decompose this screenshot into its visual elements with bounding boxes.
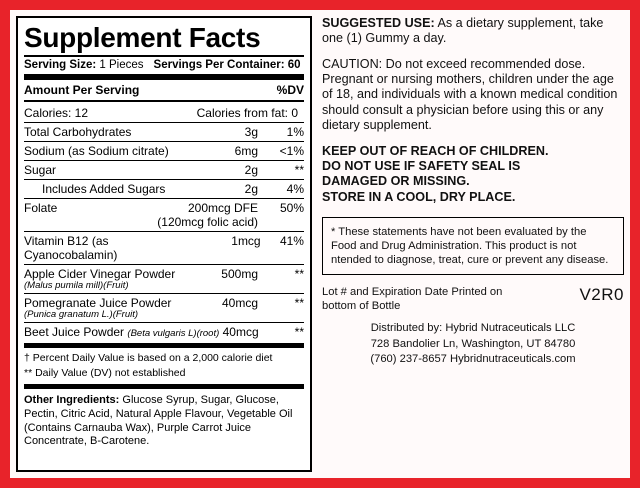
supplement-facts-panel [16, 16, 312, 472]
nutrient-amount: 6mg [234, 144, 258, 158]
nutrient-name: Pomegranate Juice Powder [24, 295, 172, 310]
nutrient-name: Total Carbohydrates [24, 125, 132, 139]
distributor-line-2: 728 Bandolier Ln, Washington, UT 84780 [370, 337, 576, 350]
footnote-dv-not-established: ** Daily Value (DV) not established [24, 367, 186, 380]
nutrient-amount: 2g [244, 163, 258, 177]
lot-row [322, 285, 624, 313]
nutrient-name-group [24, 325, 264, 339]
distributor-line-3: (760) 237-8657 Hybridnutraceuticals.com [370, 353, 576, 366]
other-ingredients [24, 391, 304, 449]
nutrient-dv: ** [294, 295, 304, 310]
divider-thick [24, 343, 304, 348]
nutrient-amount: 1mcg [231, 234, 261, 248]
table-row [24, 264, 304, 293]
nutrient-name-group [24, 267, 186, 291]
nutrient-dv: ** [294, 324, 304, 339]
supplement-facts-title: Supplement Facts [24, 22, 261, 53]
nutrient-amount: 40mcg [221, 295, 258, 310]
suggested-use-text: As a dietary supplement, take one (1) Gummy a day. [322, 16, 604, 46]
table-row [24, 179, 304, 198]
lot-info [322, 285, 502, 313]
nutrient-latin-name: (Beta vulgaris L)(root) [127, 327, 220, 339]
table-row [24, 198, 304, 231]
table-row [24, 293, 304, 322]
servings-per-container-value: 60 [287, 59, 301, 71]
nutrient-name: Includes Added Sugars [42, 182, 166, 196]
label-border-bottom [0, 478, 640, 488]
amount-per-serving-label: Amount Per Serving [24, 83, 140, 97]
table-row [24, 141, 304, 160]
table-row [24, 322, 304, 341]
nutrient-dv: 50% [279, 201, 304, 215]
nutrient-name-group [24, 296, 186, 320]
footnote-daily-value: † Percent Daily Value is based on a 2,000 calorie diet [24, 351, 273, 364]
nutrient-name: Sugar [24, 163, 57, 177]
nutrient-name: Vitamin B12 (as Cyanocobalamin) [24, 234, 118, 262]
amount-per-serving-header [24, 82, 304, 98]
warning-line-3: DAMAGED OR MISSING. [322, 174, 470, 189]
divider-thick [24, 74, 304, 80]
nutrient-latin-name: (Malus pumila mill)(Fruit) [24, 280, 129, 291]
nutrient-latin-name: (Punica granatum L.)(Fruit) [24, 308, 139, 320]
table-row [24, 122, 304, 141]
lot-line-1: Lot # and Expiration Date Printed on [322, 285, 503, 298]
nutrient-amount-line2: (120mcg folic acid) [157, 215, 258, 229]
nutrient-amount [154, 201, 264, 229]
divider-thick [24, 384, 304, 389]
nutrient-name: Sodium (as Sodium citrate) [24, 144, 169, 158]
fda-disclaimer-text: * These statements have not been evaluated by the Food and Drug Administration. This product is not ntended to diagnose, treat, cure or prevent any disease. [331, 225, 609, 266]
suggested-use-label: SUGGESTED USE: [322, 16, 435, 30]
nutrient-dv: <1% [279, 144, 304, 158]
nutrient-dv: 4% [286, 182, 304, 196]
warning-line-1: KEEP OUT OF REACH OF CHILDREN. [322, 143, 549, 158]
label-border-left [0, 0, 10, 488]
table-row [24, 104, 304, 122]
servings-per-container-label: Servings Per Container: [153, 59, 285, 71]
table-row [24, 160, 304, 179]
other-ingredients-label: Other Ingredients: [24, 394, 120, 407]
nutrient-amount: 500mg [221, 267, 258, 281]
distributor-info [322, 321, 624, 368]
caution-text: CAUTION: Do not exceed recommended dose. Pregnant or nursing mothers, children under the age of 18, and individuals with a known medical condition should consult a physician before using this or any dietary supplement. [322, 56, 618, 133]
divider [24, 100, 304, 102]
dv-header: %DV [276, 83, 304, 97]
label-inner [10, 10, 630, 478]
nutrient-amount: Calories from fat: 0 [196, 106, 298, 120]
nutrient-amount-inline: 40mcg [222, 324, 259, 339]
nutrient-dv: 1% [286, 125, 304, 139]
distributor-line-1: Distributed by: Hybrid Nutraceuticals LLC [370, 321, 576, 334]
fda-disclaimer-box [322, 217, 624, 275]
label-border-right [630, 0, 640, 488]
nutrient-name: Folate [24, 201, 58, 215]
serving-size-label: Serving Size: [24, 59, 97, 71]
warning-line-4: STORE IN A COOL, DRY PLACE. [322, 189, 516, 204]
right-panel [322, 16, 624, 472]
divider [24, 55, 304, 57]
nutrient-name: Beet Juice Powder [24, 324, 125, 339]
warnings-block [322, 144, 624, 205]
warning-line-2: DO NOT USE IF SAFETY SEAL IS [322, 158, 521, 173]
nutrient-amount: 3g [244, 125, 258, 139]
nutrient-dv: 41% [279, 234, 304, 248]
nutrient-dv: ** [294, 267, 304, 281]
nutrient-amount-line1: 200mcg DFE [187, 201, 258, 215]
serving-size-value: 1 Pieces [99, 59, 144, 71]
suggested-use [322, 16, 624, 47]
serving-info [24, 59, 304, 72]
lot-line-2: bottom of Bottle [322, 299, 401, 312]
table-row [24, 231, 304, 264]
label-border-top [0, 0, 640, 10]
nutrient-name: Apple Cider Vinegar Powder [24, 267, 176, 281]
other-ingredients-text: Glucose Syrup, Sugar, Glucose, Pectin, Citric Acid, Natural Apple Flavour, Vegetable Oil (Contains Carnauba Wax), Purple Carrot Juice Concentrate, B-Carotene. [24, 394, 293, 448]
nutrient-dv: ** [294, 163, 304, 177]
nutrient-name: Calories: 12 [24, 106, 89, 120]
nutrient-amount: 2g [244, 182, 258, 196]
version-code: V2R0 [579, 284, 624, 304]
